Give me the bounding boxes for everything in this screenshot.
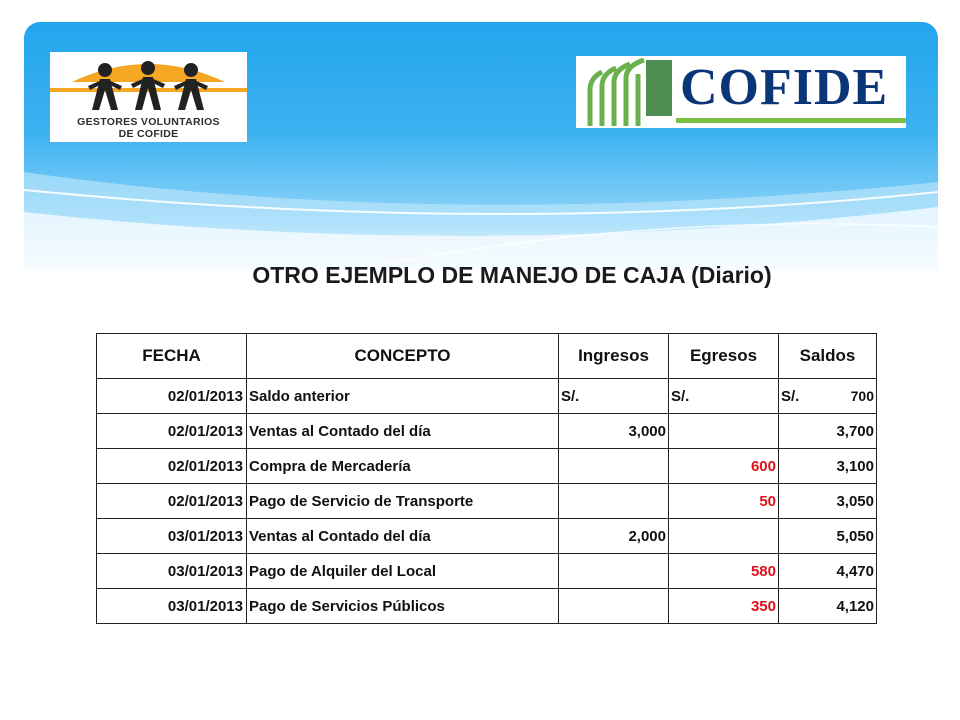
cell-ingresos-currency: S/. [559, 379, 669, 414]
cell-ingresos [559, 589, 669, 624]
cell-saldo [779, 379, 877, 414]
cell-concepto: Ventas al Contado del día [247, 519, 559, 554]
cofide-mark-icon [576, 56, 676, 128]
table-header-row [97, 334, 877, 379]
cell-saldo: 3,100 [779, 449, 877, 484]
cell-egresos: 580 [669, 554, 779, 589]
page-title: OTRO EJEMPLO DE MANEJO DE CAJA (Diario) [252, 262, 772, 288]
header-ingresos: Ingresos [559, 334, 669, 379]
cell-fecha: 02/01/2013 [97, 484, 247, 519]
cell-saldo: 4,470 [779, 554, 877, 589]
cell-fecha: 03/01/2013 [97, 589, 247, 624]
header-saldos: Saldos [779, 334, 877, 379]
table-row [97, 554, 877, 589]
table-row [97, 449, 877, 484]
header-concepto: CONCEPTO [247, 334, 559, 379]
cell-egresos [669, 414, 779, 449]
cell-fecha: 02/01/2013 [97, 414, 247, 449]
cell-egresos-currency: S/. [669, 379, 779, 414]
table-row [97, 519, 877, 554]
logo-text-line2: DE COFIDE [118, 128, 179, 140]
cell-saldo: 4,120 [779, 589, 877, 624]
cell-fecha: 02/01/2013 [97, 379, 247, 414]
cell-egresos [669, 519, 779, 554]
saldo-value: 700 [850, 387, 874, 404]
cell-concepto: Pago de Servicio de Transporte [247, 484, 559, 519]
cofide-logo [576, 56, 906, 128]
cell-ingresos [559, 449, 669, 484]
cash-table [96, 333, 877, 624]
cell-egresos: 350 [669, 589, 779, 624]
cell-concepto: Saldo anterior [247, 379, 559, 414]
logo-text-line1: GESTORES VOLUNTARIOS [77, 116, 220, 128]
cell-fecha: 03/01/2013 [97, 554, 247, 589]
cell-egresos: 600 [669, 449, 779, 484]
cell-ingresos [559, 484, 669, 519]
cofide-green-bar [676, 118, 906, 123]
volunteers-figures-icon [50, 52, 247, 116]
cell-saldo: 3,700 [779, 414, 877, 449]
table-row [97, 414, 877, 449]
table-row [97, 484, 877, 519]
cell-fecha: 03/01/2013 [97, 519, 247, 554]
cell-concepto: Pago de Servicios Públicos [247, 589, 559, 624]
cell-ingresos: 2,000 [559, 519, 669, 554]
table-row [97, 589, 877, 624]
header-egresos: Egresos [669, 334, 779, 379]
cell-concepto: Compra de Mercadería [247, 449, 559, 484]
cell-saldo: 5,050 [779, 519, 877, 554]
saldo-currency: S/. [781, 387, 800, 405]
table-row-opening [97, 379, 877, 414]
cell-ingresos [559, 554, 669, 589]
cell-ingresos: 3,000 [559, 414, 669, 449]
gestores-voluntarios-logo [50, 52, 247, 142]
cell-saldo: 3,050 [779, 484, 877, 519]
header-fecha: FECHA [97, 334, 247, 379]
cofide-wordmark: COFIDE [680, 59, 889, 116]
table-body [97, 379, 877, 624]
cell-egresos: 50 [669, 484, 779, 519]
cell-fecha: 02/01/2013 [97, 449, 247, 484]
cell-concepto: Ventas al Contado del día [247, 414, 559, 449]
cell-concepto: Pago de Alquiler del Local [247, 554, 559, 589]
